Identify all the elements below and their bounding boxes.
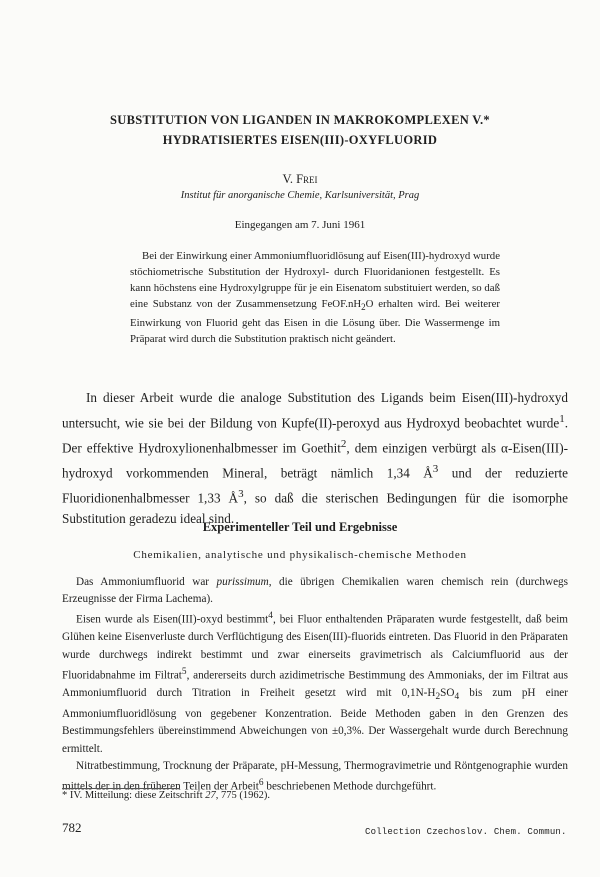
abstract [130,248,500,347]
p2-text-a: Eisen wurde als Eisen(III)-oxyd bestimmt [76,614,269,627]
intro-text-4: und der reduzierte Fluoridionenhalbmesser 1,33 Å [62,464,568,505]
received-date: Eingegangen am 7. Juni 1961 [234,219,366,231]
intro-text-3: , dem einzigen verbürgt als α-Eisen(III)-hydroxyd vorkommenden Mineral, beträgt nämlich 1,34 Å [62,439,568,480]
methods-text [62,574,568,796]
h2so4-sub-2: 2 [435,691,441,702]
section-heading: Experimenteller Teil und Ergebnisse [202,520,398,534]
intro-paragraph [62,388,568,529]
p1-italic: purissimum [216,576,269,588]
abstract-text-2: erhalten wird. Bei weiterer Einwirkung von Fluorid geht das Eisen in die Lösung über. Die Wassermenge im Präparat wird durch die Substitution praktisch nicht geändert. [130,298,500,346]
body-paragraph-1 [62,574,568,608]
ref-6: 6 [258,777,264,788]
journal-name: Collection Czechoslov. Chem. Commun. [365,827,567,837]
ref-2: 2 [340,437,347,450]
angstrom-exponent-1: 3 [432,462,439,475]
h2so4-sub-4: 4 [454,691,460,702]
abstract-o: O [365,298,374,310]
p3-text-b: beschriebenen Methode durchgeführt. [263,780,437,793]
page-number: 782 [62,820,82,835]
intro-text-2: . Der effektive Hydroxylionenhalbmesser im Goethit [62,414,568,455]
ref-5: 5 [181,666,187,677]
p3-text-a: Nitratbestimmung, Trocknung der Präparate, pH-Messung, Thermogravimetrie und Röntgenographie wurden mittels der in den früheren Teilen der Arbeit [62,759,568,793]
p2-text-d: bis zum pH einer Ammoniumfluoridlösung von gegebener Konzentration. Beide Methoden gaben in den Grenzen des Bestimmungsfehlers übereinstimmend Abweichungen von ±0,3%. Der Wassergehalt wurde durch Berechnung ermittelt. [62,686,568,755]
title-line-2: HYDRATISIERTES EISEN(III)-OXYFLUORID [162,133,438,147]
footnote [62,790,568,801]
abstract-text-1: Bei der Einwirkung einer Ammoniumfluoridlösung auf Eisen(III)-hydroxyd wurde stöchiometrische Substitution der Hydroxyl- durch Fluoridanionen festgestellt. Es kann höchstens eine Hydroxylgruppe für je ein Eisenatom substituiert werden, so daß eine Substanz von der Zusammensetzung FeOF. [130,250,500,310]
intro-text-5: , so daß die sterischen Bedingungen für die isomorphe Substitution geradezu ideal sind. [62,489,569,526]
p1-text-a: Das Ammoniumfluorid war [76,576,217,588]
title-line-1: SUBSTITUTION VON LIGANDEN IN MAKROKOMPLEXEN V.* [110,113,490,127]
author: V. Frei [282,172,318,186]
footnote-text-b: , 775 (1962). [215,790,271,801]
body-paragraph-2 [62,608,568,757]
ref-4: 4 [268,611,273,622]
abstract-paragraph [130,248,500,347]
ref-1: 1 [559,412,565,425]
intro-text-1: In dieser Arbeit wurde die analoge Substitution des Ligands beim Eisen(III)-hydroxyd untersucht, wie sie bei der Bildung von Kupfe(II)-peroxyd aus Hydroxyd beobachtet wurde [62,390,568,430]
h2so4-so: SO [440,686,455,699]
subsection-heading: Chemikalien, analytische und physikalisch-chemische Methoden [133,549,467,561]
p2-text-b: , bei Fluor enthaltenden Präparaten wurde festgestellt, daß beim Glühen keine Eisenverluste durch Verflüchtigung des Eisen(III)-fluorids eintreten. Das Fluorid in den Präparaten wurde durchwegs indirekt bestimmt und zwar einerseits gravimetrisch als Calciumfluorid aus der Fluoridabnahme im Filtrat [62,614,569,682]
footnote-text-a: * IV. Mitteilung: diese Zeitschrift [62,790,206,801]
introduction [62,388,568,529]
abstract-h: H [353,298,362,310]
footnote-rule [62,788,180,789]
p2-text-c: , andererseits durch azidimetrische Bestimmung des Ammoniaks, der im Filtrat aus Ammoniumfluorid durch Titration in Freiheit gesetzt wird mit 0,1N-H [62,669,568,699]
abstract-h2o-subscript: 2 [361,302,366,313]
institution: Institut für anorganische Chemie, Karlsuniversität, Prag [180,190,420,201]
footnote-volume: 27 [205,790,216,801]
angstrom-exponent-2: 3 [238,487,244,500]
abstract-n: n [347,298,354,310]
p1-text-b: , die übrigen Chemikalien waren chemisch rein (durchwegs Erzeugnisse der Firma Lachema). [62,576,568,606]
